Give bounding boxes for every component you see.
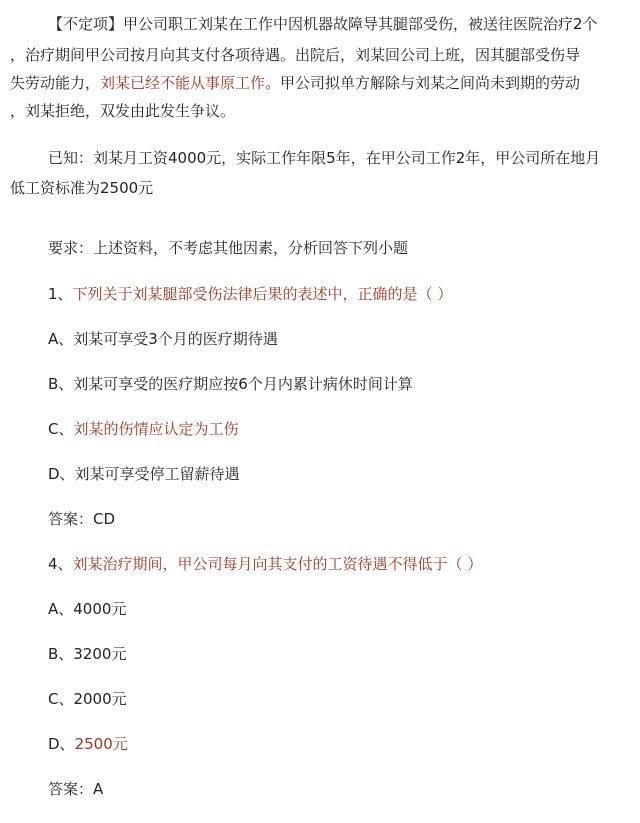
q4-option-c: C、2000元 xyxy=(48,690,127,708)
intro-line-4: ，刘某拒绝，双发由此发生争议。 xyxy=(10,102,236,120)
q1-option-a: A、刘某可享受3个月的医疗期待遇 xyxy=(48,330,278,348)
q4-option-d xyxy=(48,734,128,754)
intro-line-2: ，治疗期间甲公司按月向其支付各项待遇。出院后，刘某回公司上班，因其腿部受伤导 xyxy=(10,46,581,64)
q4-option-d-text: 2500元 xyxy=(74,735,128,753)
q4-answer: 答案：A xyxy=(48,780,104,798)
q4-option-d-letter: D、 xyxy=(48,735,75,753)
known-line-2: 低工资标准为2500元 xyxy=(10,179,154,197)
q1-option-c-text: 刘某的伤情应认定为工伤 xyxy=(73,420,239,438)
intro-line-3-end: 。甲公司拟单方解除与刘某之间尚未到期的劳动 xyxy=(265,74,581,92)
q1-option-b: B、刘某可享受的医疗期应按6个月内累计病休时间计算 xyxy=(48,375,413,393)
question-1-stem: 下列关于刘某腿部受伤法律后果的表述中，正确的是（ ） xyxy=(72,285,453,303)
question-4-number: 4、 xyxy=(48,555,73,573)
intro-line-1: 【不定项】甲公司职工刘某在工作中因机器故障导其腿部受伤，被送往医院治疗2个 xyxy=(48,15,598,33)
intro-line-3-start: 失劳动能力， xyxy=(10,74,101,92)
q4-option-a: A、4000元 xyxy=(48,600,127,618)
known-line-1: 已知：刘某月工资4000元，实际工作年限5年，在甲公司工作2年，甲公司所在地月 xyxy=(48,149,601,167)
q4-option-b: B、3200元 xyxy=(48,645,127,663)
q1-answer: 答案：CD xyxy=(48,510,116,528)
intro-highlight: 刘某已经不能从事原工作 xyxy=(100,74,266,92)
question-1 xyxy=(48,284,452,304)
q1-option-c xyxy=(48,419,239,439)
question-4 xyxy=(48,554,482,574)
q1-option-c-letter: C、 xyxy=(48,420,74,438)
intro-line-3 xyxy=(10,73,580,93)
question-4-stem: 刘某治疗期间，甲公司每月向其支付的工资待遇不得低于（ ） xyxy=(72,555,483,573)
q1-option-d: D、刘某可享受停工留薪待遇 xyxy=(48,465,240,483)
question-1-number: 1、 xyxy=(48,285,73,303)
requirement-text: 要求：上述资料，不考虑其他因素，分析回答下列小题 xyxy=(48,239,409,257)
